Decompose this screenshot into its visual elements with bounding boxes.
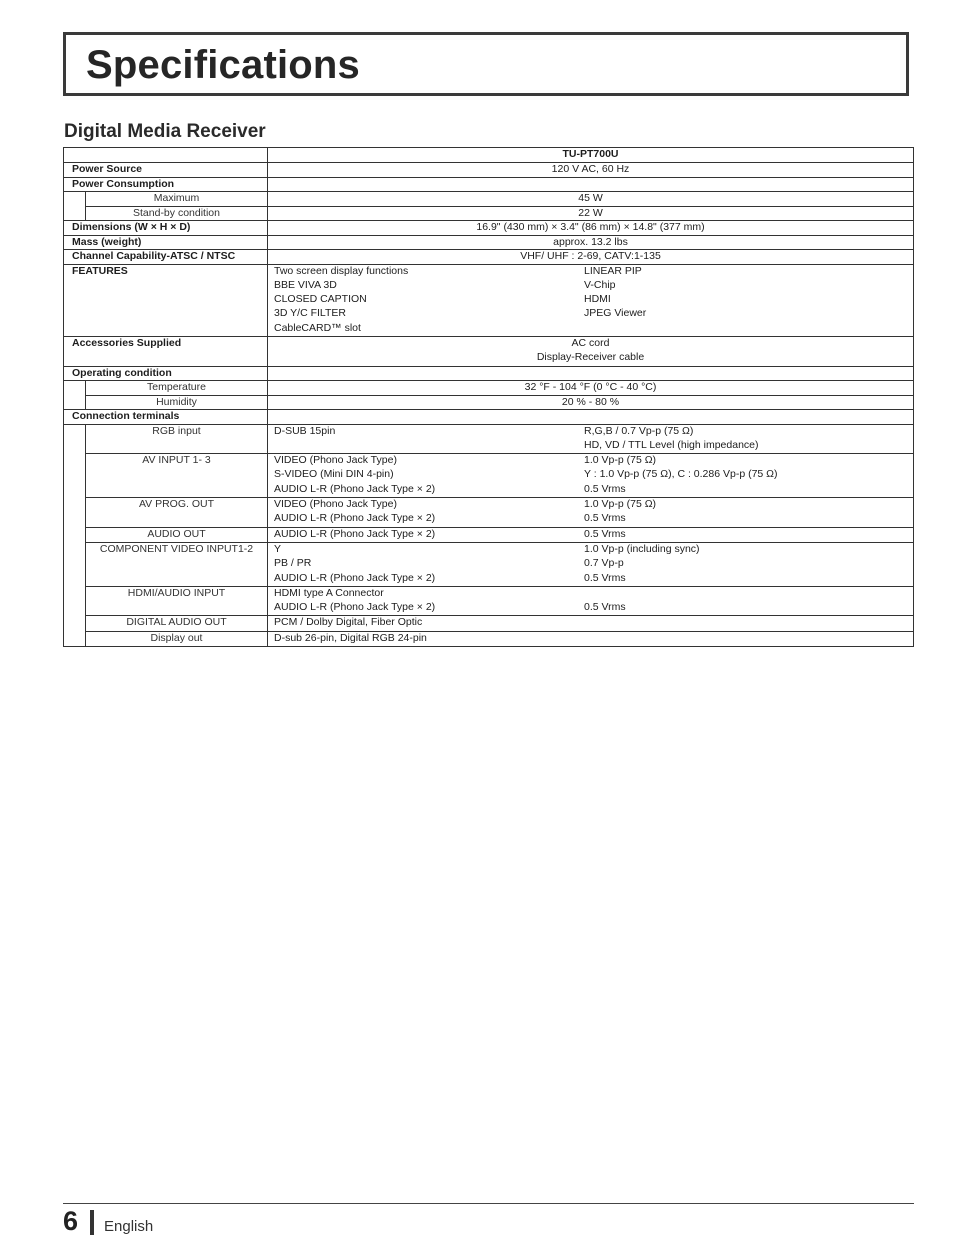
table-row xyxy=(64,206,914,221)
page-number: 6 xyxy=(63,1206,79,1236)
spec-line: VIDEO (Phono Jack Type) xyxy=(274,454,397,467)
spec-line: 0.5 Vrms xyxy=(584,601,626,614)
table-row xyxy=(64,177,914,192)
footer-divider xyxy=(63,1203,914,1204)
av-input-label: AV INPUT 1- 3 xyxy=(86,454,268,498)
hdmi-input-value xyxy=(268,586,914,616)
spec-line: 0.5 Vrms xyxy=(584,482,626,495)
language-label: English xyxy=(104,1218,154,1235)
spec-line: AUDIO L-R (Phono Jack Type × 2) xyxy=(274,571,436,584)
operating-label: Operating condition xyxy=(64,366,268,381)
indent-gutter xyxy=(64,498,86,528)
rgb-input-value xyxy=(268,424,914,454)
table-row xyxy=(64,250,914,265)
table-row xyxy=(64,527,914,542)
title-box xyxy=(63,32,909,96)
section-title: Digital Media Receiver xyxy=(64,121,266,142)
spec-line: 0.7 Vp-p xyxy=(584,557,624,570)
spec-line: 1.0 Vp-p (75 Ω) xyxy=(584,454,657,467)
accessory-item: AC cord xyxy=(571,336,610,349)
spec-line: HDMI type A Connector xyxy=(274,586,384,599)
model-cell: TU-PT700U xyxy=(268,148,914,163)
temperature-label: Temperature xyxy=(86,381,268,396)
table-row xyxy=(64,366,914,381)
audio-out-value xyxy=(268,527,914,542)
connection-label: Connection terminals xyxy=(64,410,268,425)
table-row xyxy=(64,586,914,616)
channel-value: VHF/ UHF : 2-69, CATV:1-135 xyxy=(268,250,914,265)
display-out-value xyxy=(268,631,914,646)
feature-item: CLOSED CAPTION xyxy=(274,293,367,306)
table-row xyxy=(64,454,914,498)
dimensions-label: Dimensions (W × H × D) xyxy=(64,221,268,236)
indent-gutter xyxy=(64,454,86,498)
spec-line xyxy=(584,632,907,646)
spec-line: 1.0 Vp-p (75 Ω) xyxy=(584,498,657,511)
power-consumption-blank xyxy=(268,177,914,192)
spec-line xyxy=(584,587,907,601)
feature-item: JPEG Viewer xyxy=(584,307,647,320)
spec-line: PB / PR xyxy=(274,557,312,570)
standby-label: Stand-by condition xyxy=(86,206,268,221)
spec-line: 0.5 Vrms xyxy=(584,512,626,525)
indent-gutter xyxy=(64,424,86,454)
table-row xyxy=(64,192,914,207)
spec-line: D-sub 26-pin, Digital RGB 24-pin xyxy=(274,631,427,644)
feature-item: BBE VIVA 3D xyxy=(274,278,337,291)
audio-out-label: AUDIO OUT xyxy=(86,527,268,542)
accessories-label: Accessories Supplied xyxy=(64,336,268,366)
spec-line: S-VIDEO (Mini DIN 4-pin) xyxy=(274,468,394,481)
spec-line: 1.0 Vp-p (including sync) xyxy=(584,542,700,555)
spec-line: HD, VD / TTL Level (high impedance) xyxy=(584,438,759,451)
table-row xyxy=(64,148,914,163)
indent-gutter xyxy=(64,631,86,646)
dimensions-value: 16.9" (430 mm) × 3.4" (86 mm) × 14.8" (377 mm) xyxy=(268,221,914,236)
humidity-value: 20 % - 80 % xyxy=(268,395,914,410)
accessory-item: Display-Receiver cable xyxy=(536,351,645,364)
table-row xyxy=(64,162,914,177)
digital-audio-out-value xyxy=(268,616,914,631)
feature-item: HDMI xyxy=(584,293,611,306)
indent-gutter xyxy=(64,616,86,631)
temperature-value: 32 °F - 104 °F (0 °C - 40 °C) xyxy=(268,381,914,396)
indent-gutter xyxy=(64,542,86,586)
table-row xyxy=(64,631,914,646)
connection-blank xyxy=(268,410,914,425)
maximum-label: Maximum xyxy=(86,192,268,207)
spec-line xyxy=(274,439,584,453)
display-out-label: Display out xyxy=(86,631,268,646)
spec-line xyxy=(584,616,907,630)
feature-item: LINEAR PIP xyxy=(584,264,642,277)
operating-blank xyxy=(268,366,914,381)
table-row xyxy=(64,381,914,396)
table-row xyxy=(64,542,914,586)
indent-gutter xyxy=(64,206,86,221)
accessories-value xyxy=(268,336,914,366)
power-source-label: Power Source xyxy=(64,162,268,177)
spec-line: VIDEO (Phono Jack Type) xyxy=(274,498,397,511)
spec-table xyxy=(63,147,914,647)
power-source-value: 120 V AC, 60 Hz xyxy=(268,162,914,177)
spec-line: 0.5 Vrms xyxy=(584,571,626,584)
table-row xyxy=(64,221,914,236)
feature-item: V-Chip xyxy=(584,278,616,291)
page-number-bar xyxy=(90,1210,94,1235)
spec-line: AUDIO L-R (Phono Jack Type × 2) xyxy=(274,482,436,495)
features-value xyxy=(268,264,914,336)
spec-line: D-SUB 15pin xyxy=(274,424,336,437)
spec-line: AUDIO L-R (Phono Jack Type × 2) xyxy=(274,601,436,614)
rgb-input-label: RGB input xyxy=(86,424,268,454)
spec-line: 0.5 Vrms xyxy=(584,527,626,540)
header-blank-cell xyxy=(64,148,268,163)
spec-line: PCM / Dolby Digital, Fiber Optic xyxy=(274,616,423,629)
table-row xyxy=(64,336,914,366)
indent-gutter xyxy=(64,381,86,396)
av-prog-out-value xyxy=(268,498,914,528)
table-row xyxy=(64,410,914,425)
table-row xyxy=(64,235,914,250)
table-row xyxy=(64,264,914,336)
maximum-value: 45 W xyxy=(268,192,914,207)
spec-line: AUDIO L-R (Phono Jack Type × 2) xyxy=(274,527,436,540)
component-video-label: COMPONENT VIDEO INPUT1-2 xyxy=(86,542,268,586)
indent-gutter xyxy=(64,192,86,207)
humidity-label: Humidity xyxy=(86,395,268,410)
table-row xyxy=(64,424,914,454)
av-prog-out-label: AV PROG. OUT xyxy=(86,498,268,528)
indent-gutter xyxy=(64,395,86,410)
feature-item: CableCARD™ slot xyxy=(274,321,361,334)
spec-line: Y : 1.0 Vp-p (75 Ω), C : 0.286 Vp-p (75 Ω) xyxy=(584,468,778,481)
spec-line: AUDIO L-R (Phono Jack Type × 2) xyxy=(274,512,436,525)
power-consumption-label: Power Consumption xyxy=(64,177,268,192)
table-row xyxy=(64,616,914,631)
feature-item: 3D Y/C FILTER xyxy=(274,307,346,320)
indent-gutter xyxy=(64,586,86,616)
mass-label: Mass (weight) xyxy=(64,235,268,250)
component-video-value xyxy=(268,542,914,586)
av-input-value xyxy=(268,454,914,498)
mass-value: approx. 13.2 lbs xyxy=(268,235,914,250)
channel-label: Channel Capability-ATSC / NTSC xyxy=(64,250,268,265)
spec-line: Y xyxy=(274,542,282,555)
table-row xyxy=(64,498,914,528)
page-title: Specifications xyxy=(86,43,360,87)
features-label: FEATURES xyxy=(64,264,268,336)
spec-line: R,G,B / 0.7 Vp-p (75 Ω) xyxy=(584,424,694,437)
feature-item: Two screen display functions xyxy=(274,264,409,277)
standby-value: 22 W xyxy=(268,206,914,221)
digital-audio-out-label: DIGITAL AUDIO OUT xyxy=(86,616,268,631)
table-row xyxy=(64,395,914,410)
indent-gutter xyxy=(64,527,86,542)
hdmi-input-label: HDMI/AUDIO INPUT xyxy=(86,586,268,616)
